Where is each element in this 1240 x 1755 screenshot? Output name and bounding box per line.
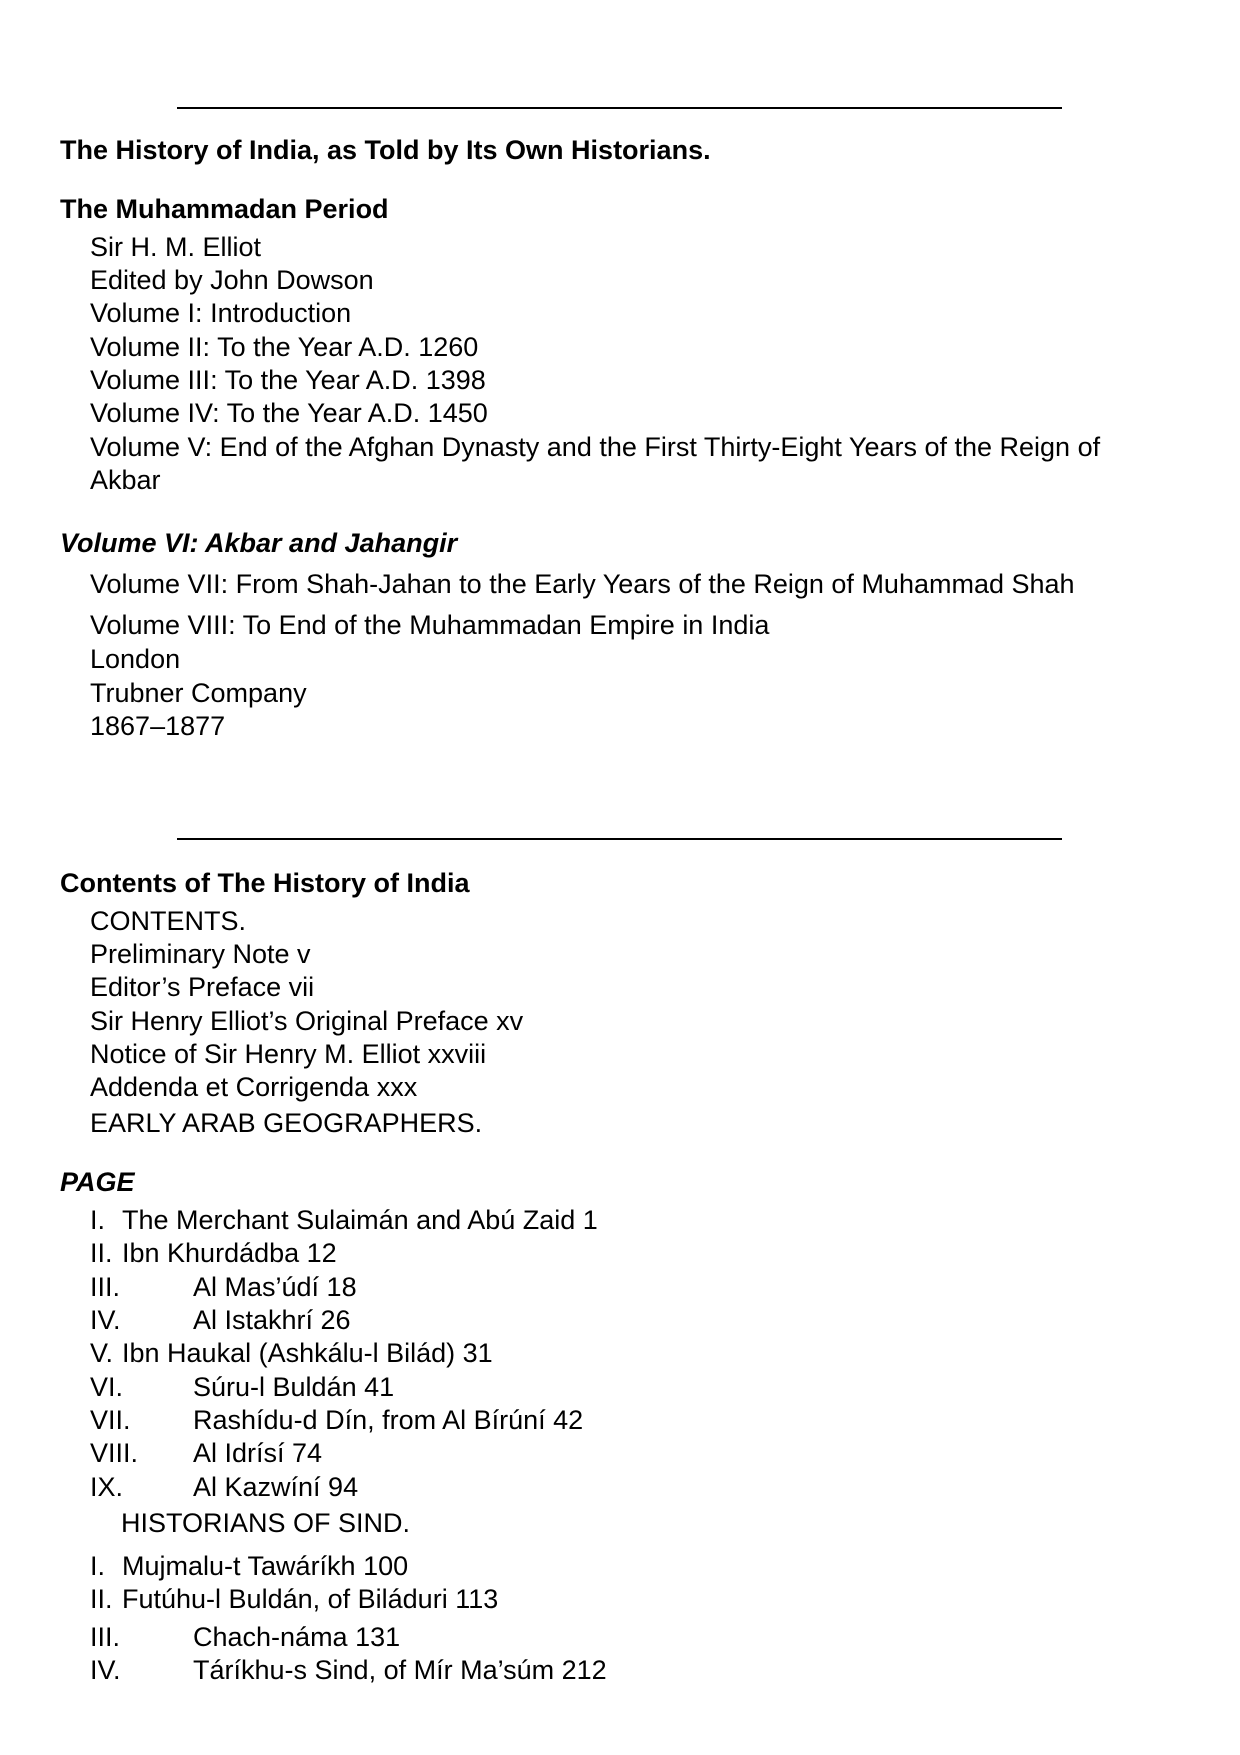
toc-entry[interactable] (0, 1404, 1240, 1437)
publication-years: 1867–1877 (90, 711, 226, 741)
entry-title: Mujmalu-t Tawáríkh 100 (122, 1551, 409, 1581)
volume-line: Volume V: End of the Afghan Dynasty and the First Thirty-Eight Years of the Reign of (90, 432, 1101, 462)
toc-entry[interactable] (0, 1204, 1240, 1237)
toc-entry[interactable] (0, 1471, 1240, 1504)
toc-entry[interactable] (0, 1550, 1240, 1583)
section-label: EARLY ARAB GEOGRAPHERS. (90, 1108, 483, 1138)
editor-line: Edited by John Dowson (90, 265, 374, 295)
book-title: The History of India, as Told by Its Own Historians. (60, 135, 711, 165)
toc-entry[interactable] (0, 1304, 1240, 1337)
book-subtitle: The Muhammadan Period (60, 194, 389, 224)
entry-title: The Merchant Sulaimán and Abú Zaid 1 (122, 1205, 598, 1235)
volume-line: Volume IV: To the Year A.D. 1450 (90, 398, 488, 428)
entry-title: Al Kazwíní 94 (193, 1472, 359, 1502)
entry-number: V. (90, 1338, 114, 1368)
entry-number: VII. (90, 1405, 131, 1435)
entry-number: I. (90, 1205, 106, 1235)
entry-number: III. (90, 1272, 121, 1302)
volume-line-continued: Akbar (90, 465, 161, 495)
entry-number: I. (90, 1551, 106, 1581)
toc-entry[interactable] (0, 1271, 1240, 1304)
entry-title: Ibn Khurdádba 12 (122, 1238, 337, 1268)
toc-entry[interactable] (0, 1621, 1240, 1654)
current-volume-heading: Volume VI: Akbar and Jahangir (60, 528, 458, 558)
volume-viii-line: Volume VIII: To End of the Muhammadan Empire in India (90, 610, 770, 640)
publisher-city: London (90, 644, 181, 674)
entry-number: IV. (90, 1655, 121, 1685)
entry-title: Ibn Haukal (Ashkálu-l Bilád) 31 (122, 1338, 493, 1368)
entry-title: Al Idrísí 74 (193, 1438, 323, 1468)
toc-entry[interactable] (0, 1337, 1240, 1370)
entry-number: VIII. (90, 1438, 139, 1468)
entry-title: Súru-l Buldán 41 (193, 1372, 395, 1402)
section-divider (177, 838, 1062, 840)
entry-number: IV. (90, 1305, 121, 1335)
toc-entry[interactable]: Editor’s Preface vii (90, 972, 315, 1002)
entry-number: III. (90, 1622, 121, 1652)
author-line: Sir H. M. Elliot (90, 232, 262, 262)
toc-entry[interactable] (0, 1654, 1240, 1687)
entry-title: Futúhu-l Buldán, of Biláduri 113 (122, 1584, 499, 1614)
toc-entry[interactable] (0, 1583, 1240, 1616)
volume-line: Volume III: To the Year A.D. 1398 (90, 365, 486, 395)
toc-entry[interactable] (0, 1237, 1240, 1270)
volume-line: Volume II: To the Year A.D. 1260 (90, 332, 479, 362)
entry-title: Táríkhu-s Sind, of Mír Ma’súm 212 (193, 1655, 607, 1685)
entry-title: Al Istakhrí 26 (193, 1305, 351, 1335)
volume-vii-line: Volume VII: From Shah-Jahan to the Early Years of the Reign of Muhammad Shah (90, 569, 1075, 599)
toc-entry[interactable]: Notice of Sir Henry M. Elliot xxviii (90, 1039, 487, 1069)
entry-title: Rashídu-d Dín, from Al Bírúní 42 (193, 1405, 584, 1435)
sind-heading: HISTORIANS OF SIND. (121, 1508, 411, 1538)
entry-number: IX. (90, 1472, 124, 1502)
entry-number: VI. (90, 1372, 124, 1402)
contents-label: CONTENTS. (90, 906, 247, 936)
toc-entry[interactable] (0, 1371, 1240, 1404)
toc-entry[interactable]: Addenda et Corrigenda xxx (90, 1072, 418, 1102)
entry-title: Chach-náma 131 (193, 1622, 401, 1652)
toc-entry[interactable]: Preliminary Note v (90, 939, 311, 969)
entry-title: Al Mas’údí 18 (193, 1272, 357, 1302)
page-heading: PAGE (60, 1167, 135, 1197)
entry-number: II. (90, 1238, 113, 1268)
top-divider (177, 107, 1062, 109)
toc-entry[interactable]: Sir Henry Elliot’s Original Preface xv (90, 1006, 524, 1036)
entry-number: II. (90, 1584, 113, 1614)
toc-entry[interactable] (0, 1437, 1240, 1470)
contents-heading: Contents of The History of India (60, 868, 470, 898)
publisher-name: Trubner Company (90, 678, 307, 708)
volume-line: Volume I: Introduction (90, 298, 352, 328)
